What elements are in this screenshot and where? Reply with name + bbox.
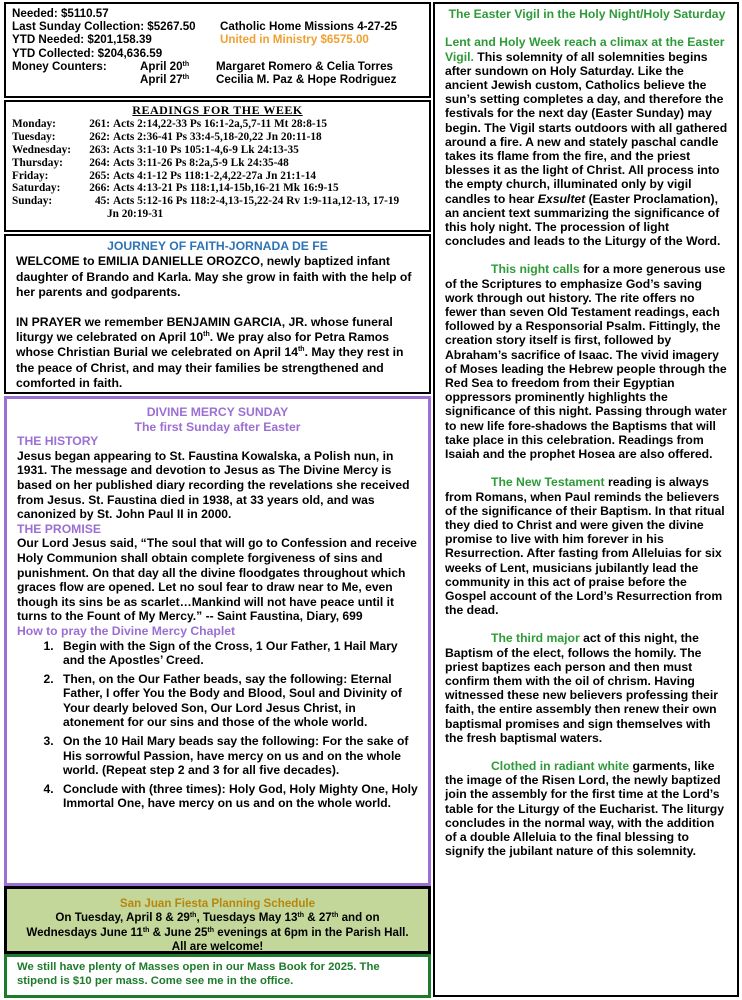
readings-title: READINGS FOR THE WEEK [132,103,303,117]
history-label: THE HISTORY [17,434,99,449]
reading-number: 261: [89,117,110,130]
reading-number: 262: [89,130,110,143]
reading-number: 263: [89,143,110,156]
journey-title: JOURNEY OF FAITH-JORNADA DE FE [107,239,328,253]
reading-row [12,195,423,208]
chaplet-step: 3. On the 10 Hail Mary beads say the following: For the sake of His sorrowful Passion, have mercy on us and on the whole world. (Repeat step 2 and 3 for all five decades). [57,734,418,778]
fiesta-line: Wednesdays June 11th & June 25th evenings at 6pm in the Parish Hall. [26,925,409,939]
catholic-home-missions: Catholic Home Missions 4-27-25 [220,20,398,34]
spacer [12,73,140,86]
vigil-paragraph: The New Testament reading is always from Romans, when Paul reminds the believers of the significance of their Baptism. In that ritual they died to Christ and were given the divine promise to live with him forever in his Resurrection. After fasting from Alleluias for six weeks of Lent, musicians jubilantly lead the community in this act of praise before the Gospel account of the Lord’s Resurrection from the dead. [445,475,725,618]
easter-vigil-box [433,2,739,997]
reading-citations: Acts 4:1-12 Ps 118:1-2,4,22-27a Jn 21:1-14 [113,169,317,182]
fiesta-line: On Tuesday, April 8 & 29th, Tuesdays May 13th & 27th and on [55,911,380,925]
fiesta-schedule-box [4,886,431,954]
mass-note-text: We still have plenty of Masses open in our Mass Book for 2025. The stipend is $10 per mass. Come see me in the office. [17,961,380,987]
vigil-paragraph: Lent and Holy Week reach a climax at the Easter Vigil. This solemnity of all solemnities begins after sundown on Holy Saturday. Like the ancient Jewish custom, Catholics believe the sun’s setting completes a day, and therefore the festivals for the next day (Easter Sunday) may begin. The Vigil starts outdoors with all gathered around a fire. A new and stately paschal candle takes its flame from the fire, and the priest blesses it as the light of Christ. All process into the empty church, illuminated only by vigil candles to hear Exsultet (Easter Proclamation), an ancient text summarizing the significance of this holy night. The procession of light concludes and leads to the Liturgy of the Word. [445,35,728,249]
reading-number: 265: [89,169,110,182]
vigil-paragraph: Clothed in radiant white garments, like the image of the Risen Lord, the newly baptized join the assembly for the first time at the Lord’s table for the Liturgy of the Eucharist. The liturgy concludes in the normal way, with the addition of a double Alleluia to the final blessing to signify the jubilant nature of this solemnity. [445,758,724,859]
finance-row [12,7,423,20]
counter-date: April 27th [140,73,190,87]
reading-day: Saturday: [12,182,61,195]
mercy-subtitle: The first Sunday after Easter [134,419,301,434]
ytd-collected: YTD Collected: $204,636.59 [12,46,163,60]
reading-day: Sunday: [12,195,53,208]
readings-box [4,100,431,232]
reading-row [12,131,423,144]
finance-row [12,20,423,33]
fiesta-title: San Juan Fiesta Planning Schedule [119,897,316,910]
divine-mercy-box [4,396,431,886]
vigil-paragraph: The third major act of this night, the Baptism of the elect, follows the homily. The priest baptizes each person and then must confirm them with the oil of chrism. Having witnessed these new believers professing their faith, the entire assembly then renew their own baptismal promises and sign themselves with the fresh baptismal waters. [445,631,718,745]
reading-citations: Acts 3:1-10 Ps 105:1-4,6-9 Lk 24:13-35 [113,143,299,156]
money-counters-label: Money Counters: [12,59,107,73]
finance-row [12,47,423,60]
readings-list [12,118,423,208]
vigil-title: The Easter Vigil in the Holy Night/Holy Saturday [448,7,726,21]
mercy-title: DIVINE MERCY SUNDAY [146,405,289,419]
reading-citations: Acts 2:36-41 Ps 33:4-5,18-20,22 Jn 20:11-18 [113,130,322,143]
reading-citations: Acts 5:12-16 Ps 118:2-4,13-15,22-24 Rv 1:9-11a,12-13, 17-19 [113,195,400,208]
finance-row [12,33,423,46]
united-in-ministry: United in Ministry $6575.00 [220,33,369,47]
reading-row [12,144,423,157]
reading-day: Thursday: [12,156,63,169]
reading-row [12,170,423,183]
reading-citations: Acts 3:11-26 Ps 8:2a,5-9 Lk 24:35-48 [113,156,289,169]
ytd-needed: YTD Needed: $201,158.39 [12,33,152,47]
vigil-paragraph: This night calls for a more generous use of the Scriptures to emphasize God’s saving work through out history. The rite offers no fewer than seven Old Testament readings, each followed by a Responsorial Psalm. Fittingly, the creation story itself is first, followed by Abraham’s sacrifice of Isaac. The vivid imagery of Moses leading the Hebrew people through the Red Sea to freedom from their Egyptian oppressors prominently highlights the significance of this night. Passing through water to new life fore-shadows the Baptisms that will take place in this celebration. Readings from Isaiah and the prophet Hosea are also offered. [445,262,727,462]
reading-row [12,157,423,170]
money-counters-row [12,73,423,86]
reading-day: Tuesday: [12,130,56,143]
money-counters-row [12,60,423,73]
counter-names: Cecilia M. Paz & Hope Rodriguez [216,73,397,87]
mass-book-note [4,954,431,998]
reading-row [12,182,423,195]
journey-of-faith-box [4,234,431,394]
reading-day: Wednesday: [12,143,72,156]
counter-date: April 20th [140,59,190,73]
chaplet-steps [17,639,418,812]
reading-citations: Acts 2:14,22-33 Ps 16:1-2a,5,7-11 Mt 28:8-15 [113,117,327,130]
prayer-text: IN PRAYER we remember BENJAMIN GARCIA, JR. whose funeral liturgy we celebrated on April 10th. We pray also for Petra Ramos whose Christian Burial we celebrated on April 14th. May they rest in the peace of Christ, and may their families be strengthened and comforted in faith. [16,314,404,391]
promise-label: THE PROMISE [17,521,101,536]
chaplet-step: 4. Conclude with (three times): Holy God, Holy Mighty One, Holy Immortal One, have mercy on us and on the whole world. [57,782,418,811]
fiesta-line: All are welcome! [171,940,264,954]
finance-box [4,2,431,98]
chaplet-step: 2. Then, on the Our Father beads, say the following: Eternal Father, I offer You the Body and Blood, Soul and Divinity of Your dearly beloved Son, Our Lord Jesus Christ, in atonement for our sins and those of the whole world. [57,672,418,730]
reading-number: 266: [89,182,110,195]
reading-citations: Acts 4:13-21 Ps 118:1,14-15b,16-21 Mk 16:9-15 [113,182,339,195]
reading-number: 45: [94,195,110,208]
reading-number: 264: [89,156,110,169]
chaplet-step: 1. Begin with the Sign of the Cross, 1 Our Father, 1 Hail Mary and the Apostles’ Creed. [57,639,418,668]
howto-label: How to pray the Divine Mercy Chaplet [17,623,236,638]
counter-names: Margaret Romero & Celia Torres [216,59,393,73]
promise-text: Our Lord Jesus said, “The soul that will go to Confession and receive Holy Communion shall obtain complete forgiveness of sins and punishment. On that day all the divine floodgates throughout which graces flow are opened. Let no soul fear to draw near to Me, even though its sins be as scarlet…Mankind will not have peace until it turns to the Fount of My Mercy.” -- Saint Faustina, Diary, 699 [17,536,417,624]
reading-row [12,118,423,131]
reading-day: Friday: [12,169,49,182]
history-text: Jesus began appearing to St. Faustina Kowalska, a Polish nun, in 1931. The message and devotion to Jesus as The Divine Mercy is based on her published diary recording the revelations she received from Jesus. St. Faustina died in 1938, at 33 years old, and was canonized by St. John Paul II in 2000. [17,448,410,522]
weekly-needed: Needed: $5110.57 [12,7,109,20]
welcome-text: WELCOME to EMILIA DANIELLE OROZCO, newly baptized infant daughter of Brando and Karla. May she grow in faith with the help of her parents and godparents. [16,254,412,300]
sunday-reading-cont: Jn 20:19-31 [107,208,164,221]
last-sunday-collection: Last Sunday Collection: $5267.50 [12,20,196,34]
reading-day: Monday: [12,117,56,130]
